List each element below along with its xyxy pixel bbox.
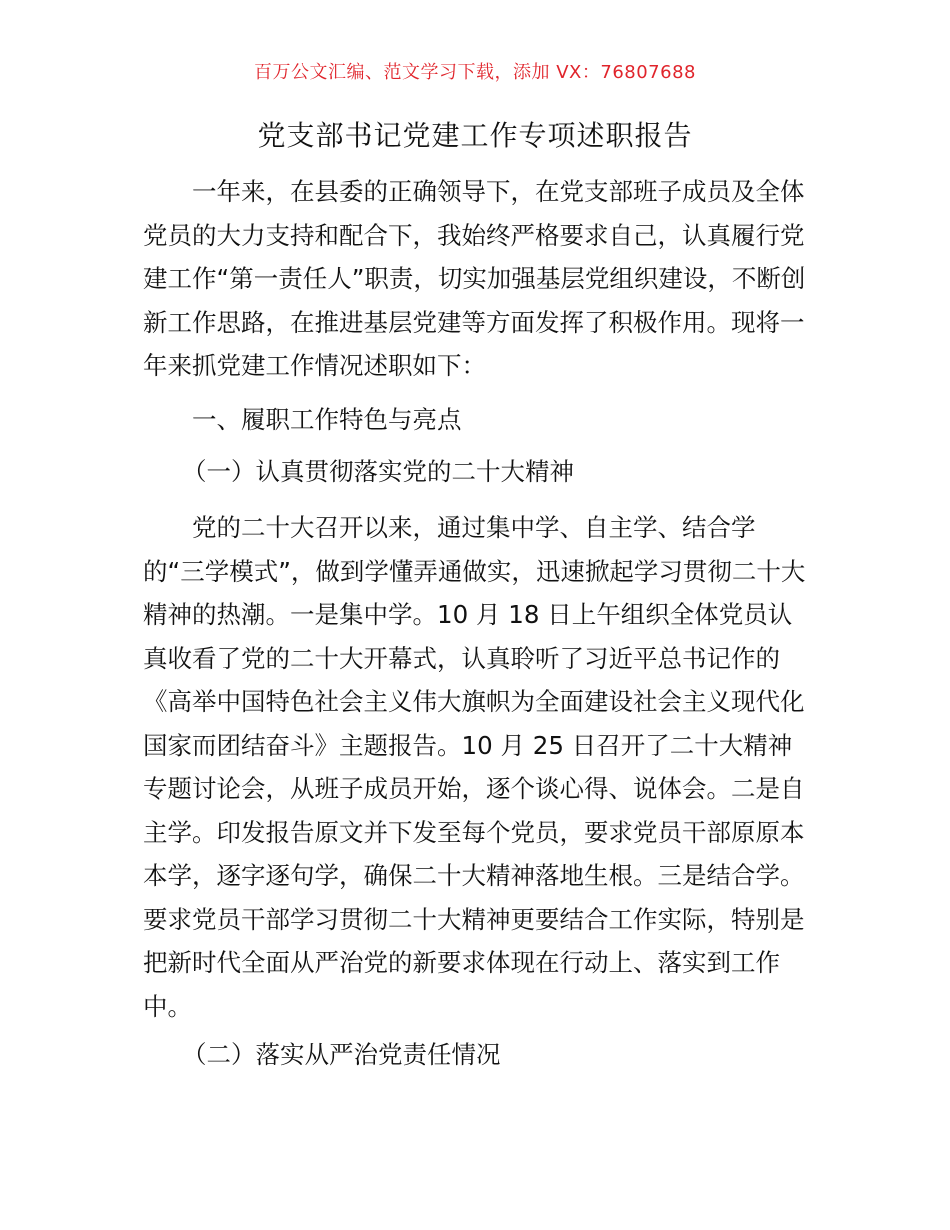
subsection-heading-2: （二）落实从严治党责任情况 [182, 1040, 501, 1069]
document-title: 党支部书记党建工作专项述职报告 [257, 119, 693, 152]
subsection-1-paragraph: 党的二十大召开以来，通过集中学、自主学、结合学的“三学模式”，做到学懂弄通做实，迅速掀起学习贯彻二十大精神的热潮。一是集中学。10 月 18 日上午组织全体党员认真收看了党的二十大开幕式，认真聆听了习近平总书记作的《高举中国特色社会主义伟大旗帜为全面建设社会主义现代化国家而团结奋斗》主题报告。10 月 25 日召开了二十大精神专题讨论会，从班子成员开始，逐个谈心得、说体会。二是自主学。印发报告原文并下发至每个党员，要求党员干部原原本本学，逐字逐句学，确保二十大精神落地生根。三是结合学。要求党员干部学习贯彻二十大精神更要结合工作实际，特别是把新时代全面从严治党的新要求体现在行动上、落实到工作中。 [143, 513, 806, 1021]
subsection-heading-1: （一）认真贯彻落实党的二十大精神 [182, 457, 574, 486]
section-heading: 一、履职工作特色与亮点 [192, 405, 462, 434]
intro-paragraph: 一年来，在县委的正确领导下，在党支部班子成员及全体党员的大力支持和配合下，我始终严格要求自己，认真履行党建工作“第一责任人”职责，切实加强基层党组织建设，不断创新工作思路，在推进基层党建等方面发挥了积极作用。现将一年来抓党建工作情况述职如下： [143, 177, 806, 380]
header-banner: 百万公文汇编、范文学习下载，添加 VX：76807688 [254, 62, 696, 83]
